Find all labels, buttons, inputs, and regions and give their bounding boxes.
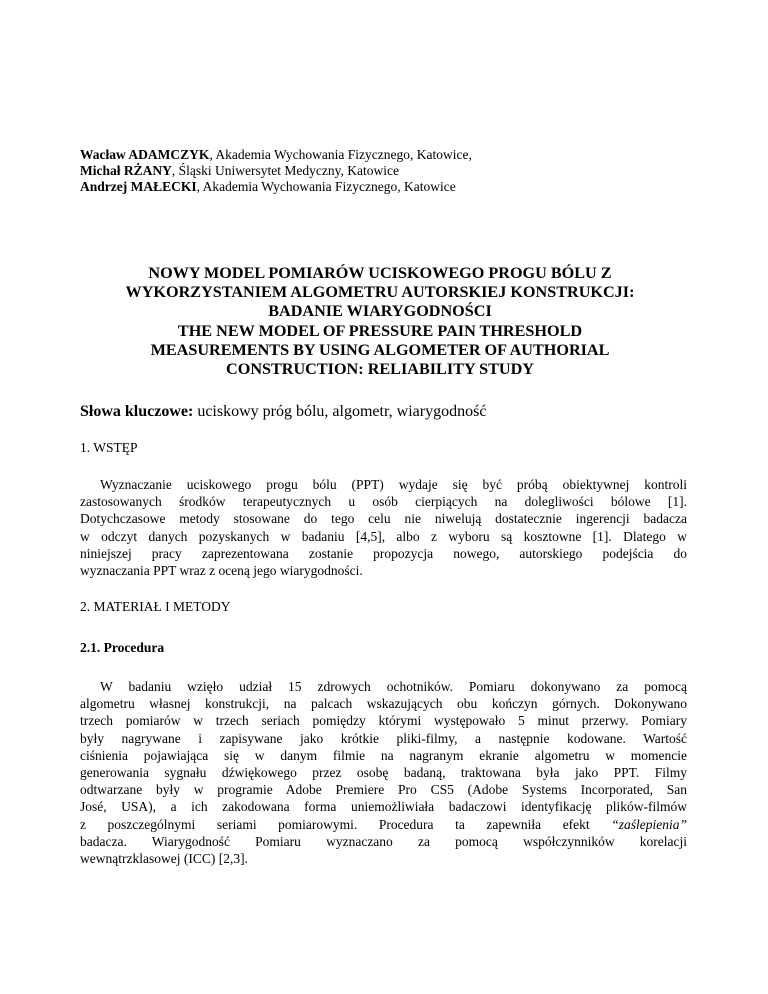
paragraph-line: W badaniu wzięło udział 15 zdrowych ochotników. Pomiaru dokonywano za pomocą <box>100 679 687 694</box>
paragraph-line: Dotychczasowe metody stosowane do tego celu nie niwelują dostatecznie ingerencji badacza <box>80 511 687 527</box>
paragraph-line: zastosowanych środków terapeutycznych u osób cierpiących na dolegliwości bólowe [1]. <box>80 494 687 510</box>
section-heading-methods: 2. MATERIAŁ I METODY <box>80 599 231 614</box>
introduction-paragraph <box>80 476 687 579</box>
title-line: WYKORZYSTANIEM ALGOMETRU AUTORSKIEJ KONSTRUKCJI: <box>125 283 635 301</box>
title-line: MEASUREMENTS BY USING ALGOMETER OF AUTHORIAL <box>150 341 610 359</box>
author-name: Michał RŻANY <box>80 163 172 178</box>
paragraph-line <box>80 816 687 833</box>
paragraph-line: José, USA), a ich zakodowana forma uniemożliwiała badaczowi identyfikację plików-filmów <box>80 799 687 815</box>
paragraph-line: odtwarzane były w programie Adobe Premiere Pro CS5 (Adobe Systems Incorporated, San <box>80 782 687 798</box>
section-heading-introduction: 1. WSTĘP <box>80 440 138 455</box>
paragraph-line: niniejszej pracy zaprezentowana zostanie propozycja nowego, autorskiego podejścia do <box>80 545 687 561</box>
paragraph-line: były nagrywane i zapisywane jako krótkie pliki-filmy, a następnie kodowane. Wartość <box>80 730 687 746</box>
author-name: Wacław ADAMCZYK <box>80 147 210 162</box>
author-affiliation: , Śląski Uniwersytet Medyczny, Katowice <box>171 163 399 178</box>
keywords-text: uciskowy próg bólu, algometr, wiarygodność <box>193 403 487 420</box>
author-entry <box>80 163 700 179</box>
paragraph-line-text: z poszczególnymi seriami pomiarowymi. Procedura ta zapewniła efekt <box>80 816 612 832</box>
paragraph-line: badacza. Wiarygodność Pomiaru wyznaczano za pomocą współczynników korelacji <box>80 833 687 849</box>
subsection-heading-procedure: 2.1. Procedura <box>80 640 165 655</box>
title-line: BADANIE WIARYGODNOŚCI <box>268 302 492 320</box>
author-list <box>80 147 700 195</box>
emphasis-text: “zaślepienia” <box>611 816 687 832</box>
paragraph-line: generowania sygnału dźwiękowego przez osobę badaną, traktowana była jako PPT. Filmy <box>80 764 687 780</box>
title-english <box>70 322 690 379</box>
paragraph-line: wyznaczania PPT wraz z oceną jego wiarygodności. <box>80 562 363 578</box>
title-polish <box>70 264 690 321</box>
paragraph-line: ciśnienia pojawiająca się w danym filmie na nagranym ekranie algometru w momencie <box>80 747 687 763</box>
author-entry <box>80 147 700 163</box>
author-name: Andrzej MAŁECKI <box>80 179 197 194</box>
paragraph-line: wewnątrzklasowej (ICC) [2,3]. <box>80 850 248 866</box>
title-line: NOWY MODEL POMIARÓW UCISKOWEGO PROGU BÓLU Z <box>148 264 612 282</box>
keywords-label: Słowa kluczowe: <box>80 403 194 420</box>
author-entry <box>80 179 700 195</box>
keywords <box>80 402 486 422</box>
author-affiliation: , Akademia Wychowania Fizycznego, Katowice <box>196 179 456 194</box>
paragraph-line: trzech pomiarów w trzech seriach pomiędzy którymi występowało 5 minut przerwy. Pomiary <box>80 713 687 729</box>
paragraph-line: Wyznaczanie uciskowego progu bólu (PPT) wydaje się być próbą obiektywnej kontroli <box>100 477 687 492</box>
paragraph-line: w odczyt danych pozyskanych w badaniu [4,5], albo z wyboru są kosztowne [1]. Dlatego w <box>80 528 687 544</box>
title-line: CONSTRUCTION: RELIABILITY STUDY <box>226 360 534 378</box>
paragraph-line: algometru własnej konstrukcji, na palcach wskazujących obu kończyn górnych. Dokonywano <box>80 696 687 712</box>
title-line: THE NEW MODEL OF PRESSURE PAIN THRESHOLD <box>177 322 583 340</box>
procedure-paragraph <box>80 678 687 867</box>
author-affiliation: , Akademia Wychowania Fizycznego, Katowice, <box>209 147 472 162</box>
